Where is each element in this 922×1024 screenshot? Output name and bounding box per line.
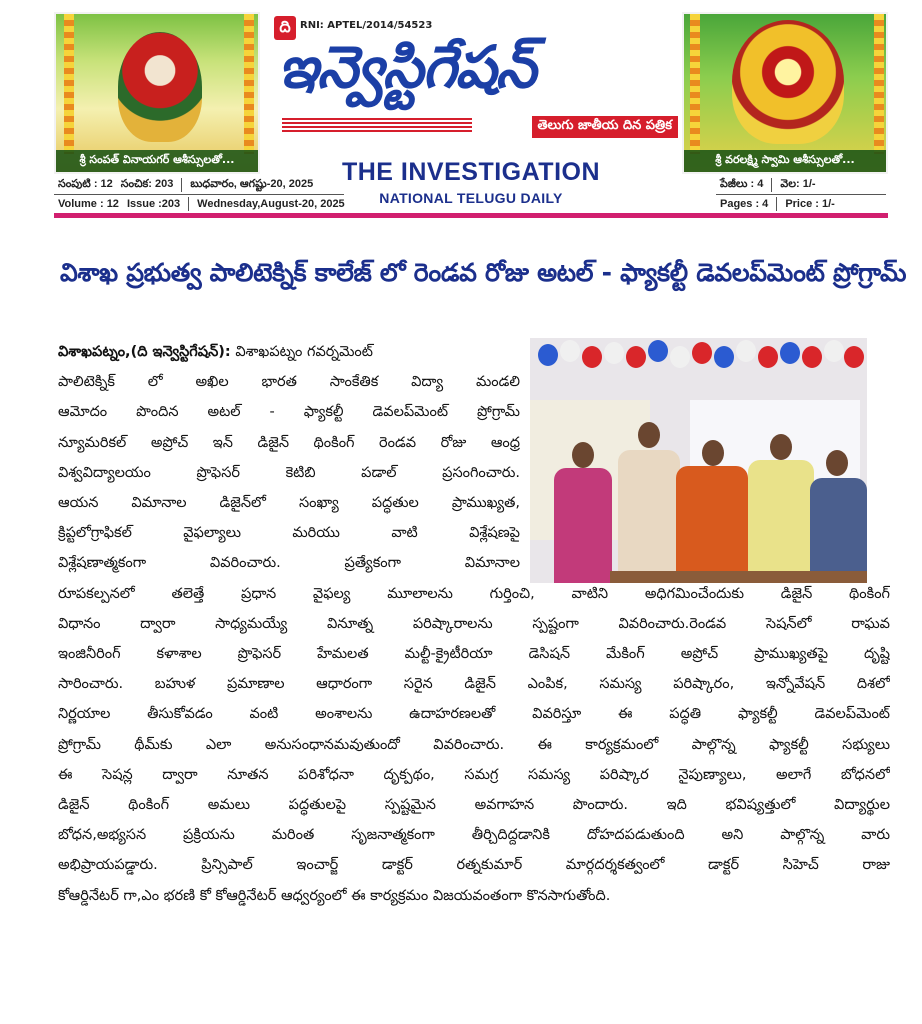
article-line: పాలిటెక్నిక్ లో అఖిల భారత సాంకేతిక విద్యా మండలి: [58, 374, 520, 391]
left-deity-banner: [54, 12, 260, 174]
masthead: [50, 8, 890, 218]
pages-price-info: [716, 176, 886, 212]
date-english: Wednesday,August-20, 2025: [197, 197, 345, 210]
article-line: ప్రోగ్రామ్ థీమ్‌కు ఎలా అనుసంధానమవుతుందో వివరించారు. ఈ కార్యక్రమంలో పాల్గొన్న ఫ్యాకల్టీ సభ్యులు: [58, 736, 890, 753]
rni-number: RNI: APTEL/2014/54523: [300, 20, 433, 31]
article-line: సారించారు. బహుళ ప్రమాణాల ఆధారంగా సరైన డిజైన్ ఎంపిక, సమస్య పరిష్కారం, ఇన్నోవేషన్ దిశలో: [58, 676, 890, 693]
deity-image: [732, 20, 844, 144]
decorative-stripes: [282, 118, 472, 134]
issue-info: [54, 176, 344, 212]
event-photo: [530, 338, 867, 583]
article-line: విశ్లేషణాత్మకంగా వివరించారు. ప్రత్యేకంగా విమానాల: [58, 555, 520, 572]
balloon-decoration: [530, 338, 867, 382]
person-figure: [676, 466, 748, 583]
issue-telugu: సంచిక: 203: [120, 177, 174, 190]
right-deity-banner: [682, 12, 888, 174]
article-line: విధానం ద్వారా సాధ్యమయ్యే వినూత్న పరిష్కారాలను స్పష్టంగా వివరించారు.రెండవ సెషన్‌లో రాఘవ: [58, 615, 890, 632]
flower-garland-icon: [64, 14, 74, 154]
article-line: ఆయన విమానాల డిజైన్‌లో సంఖ్యా పద్ధతుల ప్రాముఖ్యత,: [58, 495, 520, 511]
volume-telugu: సంపుటి : 12: [58, 177, 113, 190]
article-line: క్రిప్టలోగ్రాఫికల్ వైఫల్యాలు మరియు వాటి విశ్లేషణపై: [58, 525, 520, 542]
logo-badge: ది: [274, 16, 296, 40]
tagline: తెలుగు జాతీయ దిన పత్రిక: [532, 116, 678, 138]
flower-garland-icon: [244, 14, 254, 154]
pages-telugu: పేజీలు : 4: [720, 177, 764, 190]
telugu-title: ఇన్వెస్టిగేషన్: [278, 34, 536, 101]
article-line: బోధన,అభ్యసన ప్రక్రియను మరింత సృజనాత్మకంగా తీర్చిదిద్దడానికి దోహదపడుతుంది అని పాల్గొన్న వారు: [58, 827, 890, 844]
article-line: కోఆర్డినేటర్ గా,ఎం భరణి కో కోఆర్డినేటర్ ఆధ్వర్యంలో ఈ కార్యక్రమం విజయవంతంగా కొనసాగుతోంది.: [58, 887, 611, 904]
person-figure: [748, 460, 814, 583]
article-headline: విశాఖ ప్రభుత్వ పాలిటెక్నిక్ కాలేజ్ లో రెండవ రోజు అటల్ - ఫ్యాకల్టీ డెవలప్‌మెంట్ ప్రోగ్రామ్: [60, 258, 907, 287]
volume-english: Volume : 12: [58, 197, 119, 210]
article-line: రూపకల్పనలో తలెత్తే ప్రధాన వైఫల్య మూలాలను గుర్తించి, వాటిని అధిగమించేందుకు డిజైన్ థింకింగ్: [58, 585, 890, 602]
article-line: న్యూమరికల్ అప్రోచ్ ఇన్ డిజైన్ థింకింగ్ రెండవ రోజు ఆంధ్ర: [58, 434, 520, 451]
article-line: ఈ సెషన్ల ద్వారా నూతన పరిశోధనా దృక్పథం, సమగ్ర సమస్య పరిష్కార నైపుణ్యాలు, అలాగే బోధనలో: [58, 766, 890, 783]
left-banner-caption: శ్రీ సంపత్ వినాయగర్ ఆశీస్సులతో...: [56, 150, 258, 172]
price-english: Price : 1/-: [785, 197, 835, 210]
flower-garland-icon: [874, 14, 884, 154]
article-line: డిజైన్ థింకింగ్ అమలు పద్ధతులపై స్పష్టమైన అవగాహన పొందారు. ఇది భవిష్యత్తులో విద్యార్థుల: [58, 797, 890, 813]
article-line: ఆమోదం పొందిన అటల్ - ఫ్యాకల్టీ డెవలప్‌మెంట్ ప్రోగ్రామ్: [58, 404, 520, 421]
article-line: అభిప్రాయపడ్డారు. ప్రిన్సిపాల్ ఇంచార్జ్ డాక్టర్ రత్నకుమార్ మార్గదర్శకత్వంలో డాక్టర్ సిహెచ్ రాజు: [58, 857, 890, 874]
pages-english: Pages : 4: [720, 197, 769, 210]
price-telugu: వెల: 1/-: [780, 177, 816, 190]
article-line: నిర్ణయాల తీసుకోవడం వంటి అంశాలను ఉదాహరణలతో వివరిస్తూ ఈ పద్ధతి ఫ్యాకల్టీ డెవలప్‌మెంట్: [58, 706, 890, 723]
english-subtitle: NATIONAL TELUGU DAILY: [379, 190, 563, 206]
article-byline: విశాఖపట్నం,(ది ఇన్వెస్టిగేషన్):: [58, 344, 231, 360]
date-telugu: బుధవారం, ఆగష్టు-20, 2025: [190, 177, 314, 190]
article-line: ఇంజినీరింగ్ కళాశాల ప్రొఫెసర్ హేమలత మల్టీ-క్రైటీరియా డెసిషన్ మేకింగ్ అప్రోచ్ ప్రాముఖ్యతపై దృష్టి: [58, 646, 890, 662]
person-figure: [618, 450, 680, 583]
person-figure: [810, 478, 867, 583]
deity-image: [118, 32, 202, 142]
right-banner-caption: శ్రీ వరలక్ష్మి స్వామి ఆశీస్సులతో...: [684, 150, 886, 172]
issue-english: Issue :203: [126, 197, 181, 210]
english-title: THE INVESTIGATION: [341, 158, 601, 186]
flower-garland-icon: [690, 14, 700, 154]
person-figure: [554, 468, 612, 583]
article-line: విశ్వవిద్యాలయం ప్రొఫెసర్ కెటిబి పడాల్ ప్రసంగించారు.: [58, 464, 520, 481]
masthead-divider: [54, 213, 888, 218]
article-line: విశాఖపట్నం,(ది ఇన్వెస్టిగేషన్): విశాఖపట్నం గవర్నమెంట్: [58, 344, 373, 360]
